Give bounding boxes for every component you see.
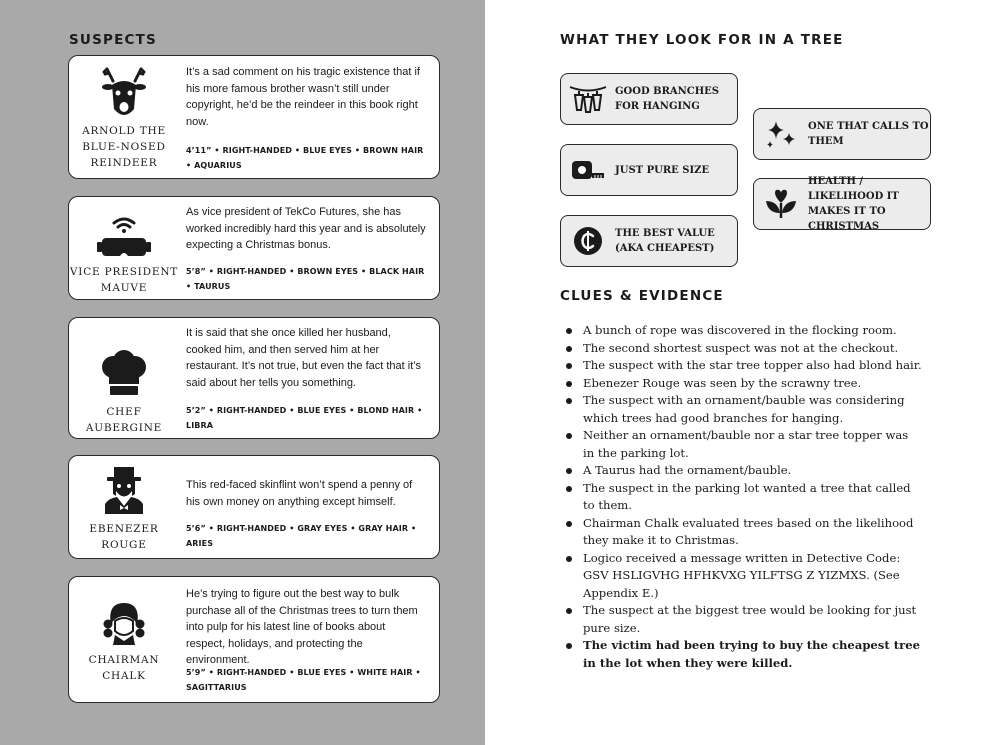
pref-label: GOOD BRANCHES FOR HANGING	[615, 86, 720, 112]
clue-item: The second shortest suspect was not at the checkout.	[566, 340, 922, 358]
pref-pure-size	[560, 144, 738, 196]
pref-health-likelihood	[753, 178, 931, 230]
suspect-name: EBENEZER ROUGE	[89, 523, 159, 551]
clues-heading: CLUES & EVIDENCE	[560, 288, 724, 304]
suspect-description: It is said that she once killed her husband, cooked him, and then served him at her restaurant. It’s not true, but even the fact that it’s said about her tells you something.	[186, 327, 422, 389]
clue-item: The suspect with the star tree topper also had blond hair.	[566, 357, 922, 375]
top-hat-man-icon	[69, 466, 179, 514]
tape-measure-icon	[561, 159, 615, 181]
suspect-name: ARNOLD THE BLUE-NOSED REINDEER	[82, 125, 166, 169]
suspect-name: CHAIRMAN CHALK	[88, 654, 160, 682]
judge-wig-icon	[69, 601, 179, 645]
clue-item: Logico received a message written in Detective Code: GSV HSLIGVHG HFHKVXG YILFTSG Z YIZMXS. (See Appendix E.)	[566, 550, 922, 603]
vr-headset-icon	[69, 213, 179, 259]
suspects-heading: SUSPECTS	[69, 32, 157, 48]
suspect-stats: 5’9” • RIGHT-HANDED • BLUE EYES • WHITE HAIR • SAGITTARIUS	[186, 668, 421, 692]
clue-item: Chairman Chalk evaluated trees based on the likelihood they make it to Christmas.	[566, 515, 922, 550]
suspect-card-rouge	[68, 455, 440, 559]
pref-good-branches	[560, 73, 738, 125]
clue-list	[566, 322, 922, 672]
pref-calls-to-them	[753, 108, 931, 160]
clue-item: A bunch of rope was discovered in the flocking room.	[566, 322, 922, 340]
suspect-name: CHEF AUBERGINE	[85, 406, 163, 434]
suspect-stats: 5’6” • RIGHT-HANDED • GRAY EYES • GRAY HAIR • ARIES	[186, 524, 417, 548]
suspect-description: It’s a sad comment on his tragic existence that if his more famous brother wasn’t still under copyright, he’d be the reindeer in this book right now.	[186, 66, 420, 128]
sparkles-icon	[754, 119, 808, 149]
suspect-card-aubergine	[68, 317, 440, 439]
pref-label: HEALTH / LIKELIHOOD IT MAKES IT TO CHRISTMAS	[808, 176, 899, 232]
pref-label: ONE THAT CALLS TO THEM	[808, 121, 929, 147]
reindeer-icon	[69, 65, 179, 121]
clue-item: The suspect with an ornament/bauble was considering which trees had good branches for hanging.	[566, 392, 922, 427]
suspect-name: VICE PRESIDENT MAUVE	[69, 266, 179, 294]
pref-label: THE BEST VALUE (AKA CHEAPEST)	[615, 228, 715, 254]
suspect-stats: 5’8” • RIGHT-HANDED • BROWN EYES • BLACK HAIR • TAURUS	[186, 267, 425, 291]
clue-item: Neither an ornament/bauble nor a star tree topper was in the parking lot.	[566, 427, 922, 462]
suspect-description: He’s trying to figure out the best way to bulk purchase all of the Christmas trees to turn them into pulp for his latest line of books about respect, holidays, and protecting the environment.	[186, 588, 418, 666]
suspect-stats: 4’11” • RIGHT-HANDED • BLUE EYES • BROWN HAIR • AQUARIUS	[186, 146, 424, 170]
tree-preferences-heading: WHAT THEY LOOK FOR IN A TREE	[560, 32, 844, 48]
suspect-card-arnold	[68, 55, 440, 179]
suspect-card-chalk	[68, 576, 440, 703]
suspect-stats: 5’2” • RIGHT-HANDED • BLUE EYES • BLOND HAIR • LIBRA	[186, 406, 423, 430]
clue-item: The suspect in the parking lot wanted a tree that called to them.	[566, 480, 922, 515]
suspects-page	[0, 0, 485, 745]
clue-item-final: The victim had been trying to buy the cheapest tree in the lot when they were killed.	[566, 637, 922, 672]
suspect-card-mauve	[68, 196, 440, 300]
suspect-description: This red-faced skinflint won’t spend a penny of his own money on anything except himself.	[186, 479, 413, 508]
suspect-description: As vice president of TekCo Futures, she has worked incredibly hard this year and is absolutely expecting a Christmas bonus.	[186, 206, 426, 251]
ornaments-icon	[561, 84, 615, 114]
pref-best-value	[560, 215, 738, 267]
pref-label: JUST PURE SIZE	[615, 164, 710, 176]
clue-item: The suspect at the biggest tree would be looking for just pure size.	[566, 602, 922, 637]
cent-coin-icon	[561, 226, 615, 256]
clue-item: Ebenezer Rouge was seen by the scrawny tree.	[566, 375, 922, 393]
chef-hat-icon	[69, 350, 179, 396]
heart-leaves-icon	[754, 189, 808, 219]
clue-item: A Taurus had the ornament/bauble.	[566, 462, 922, 480]
